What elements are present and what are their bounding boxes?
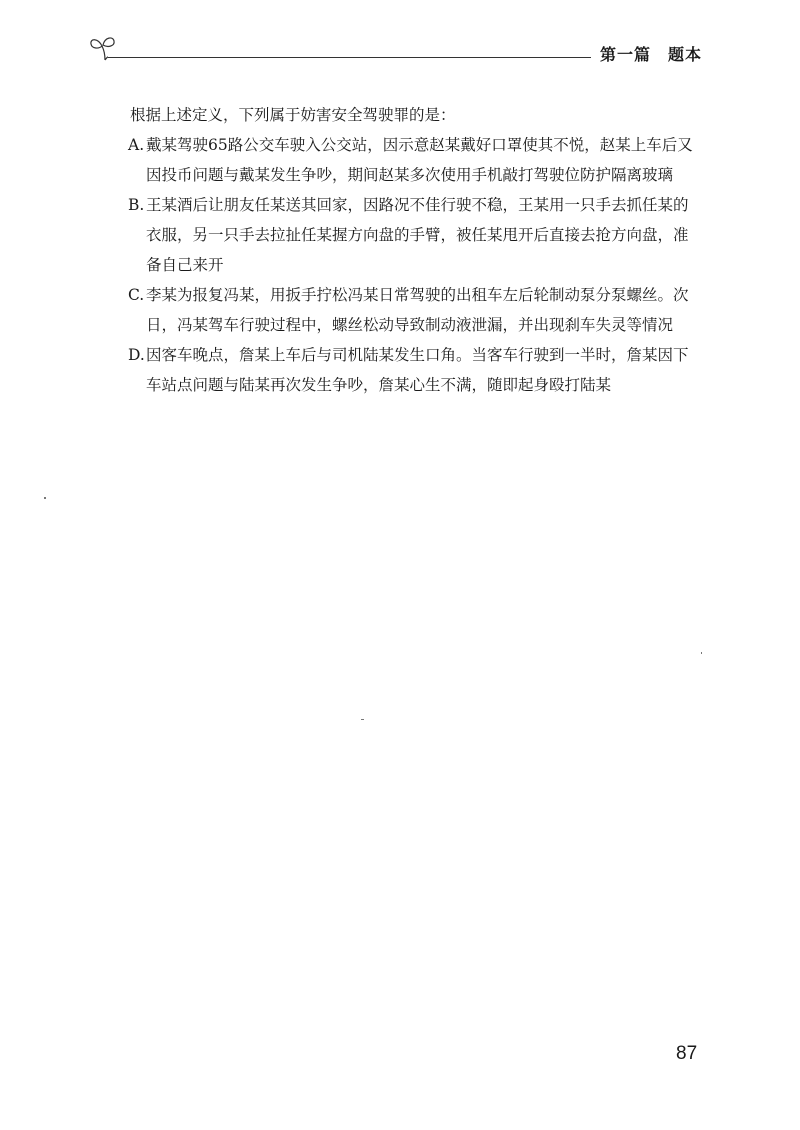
option-text: 王某酒后让朋友任某送其回家，因路况不佳行驶不稳，王某用一只手去抓任某的衣服，另一只手去拉扯任某握方向盘的手臂，被任某甩开后直接去抢方向盘，准备自己来开 xyxy=(146,196,689,274)
scan-speck xyxy=(701,652,702,654)
page-header xyxy=(0,0,800,80)
option-text: 戴某驾驶65路公交车驶入公交站，因示意赵某戴好口罩使其不悦，赵某上车后又因投币问题与戴某发生争吵，期间赵某多次使用手机敲打驾驶位防护隔离玻璃 xyxy=(146,136,693,184)
option-letter: C. xyxy=(128,286,145,304)
scan-speck xyxy=(44,497,46,499)
option-d xyxy=(130,340,695,400)
option-c xyxy=(130,280,695,340)
option-letter: B. xyxy=(128,196,145,214)
sprout-icon xyxy=(86,30,126,70)
question-block xyxy=(130,100,695,400)
header-rule xyxy=(108,57,591,58)
option-letter: A. xyxy=(128,136,145,154)
option-text: 因客车晚点，詹某上车后与司机陆某发生口角。当客车行驶到一半时，詹某因下车站点问题与陆某再次发生争吵，詹某心生不满，随即起身殴打陆某 xyxy=(146,346,689,394)
option-letter: D. xyxy=(128,346,145,364)
question-stem: 根据上述定义，下列属于妨害安全驾驶罪的是： xyxy=(130,106,456,124)
option-b xyxy=(130,190,695,280)
option-a xyxy=(130,130,695,190)
page-number: 87 xyxy=(676,1043,698,1064)
scan-speck xyxy=(361,719,364,720)
chapter-title: 第一篇 题本 xyxy=(600,45,703,64)
option-text: 李某为报复冯某，用扳手拧松冯某日常驾驶的出租车左后轮制动泵分泵螺丝。次日，冯某驾车行驶过程中，螺丝松动导致制动液泄漏，并出现刹车失灵等情况 xyxy=(146,286,689,334)
